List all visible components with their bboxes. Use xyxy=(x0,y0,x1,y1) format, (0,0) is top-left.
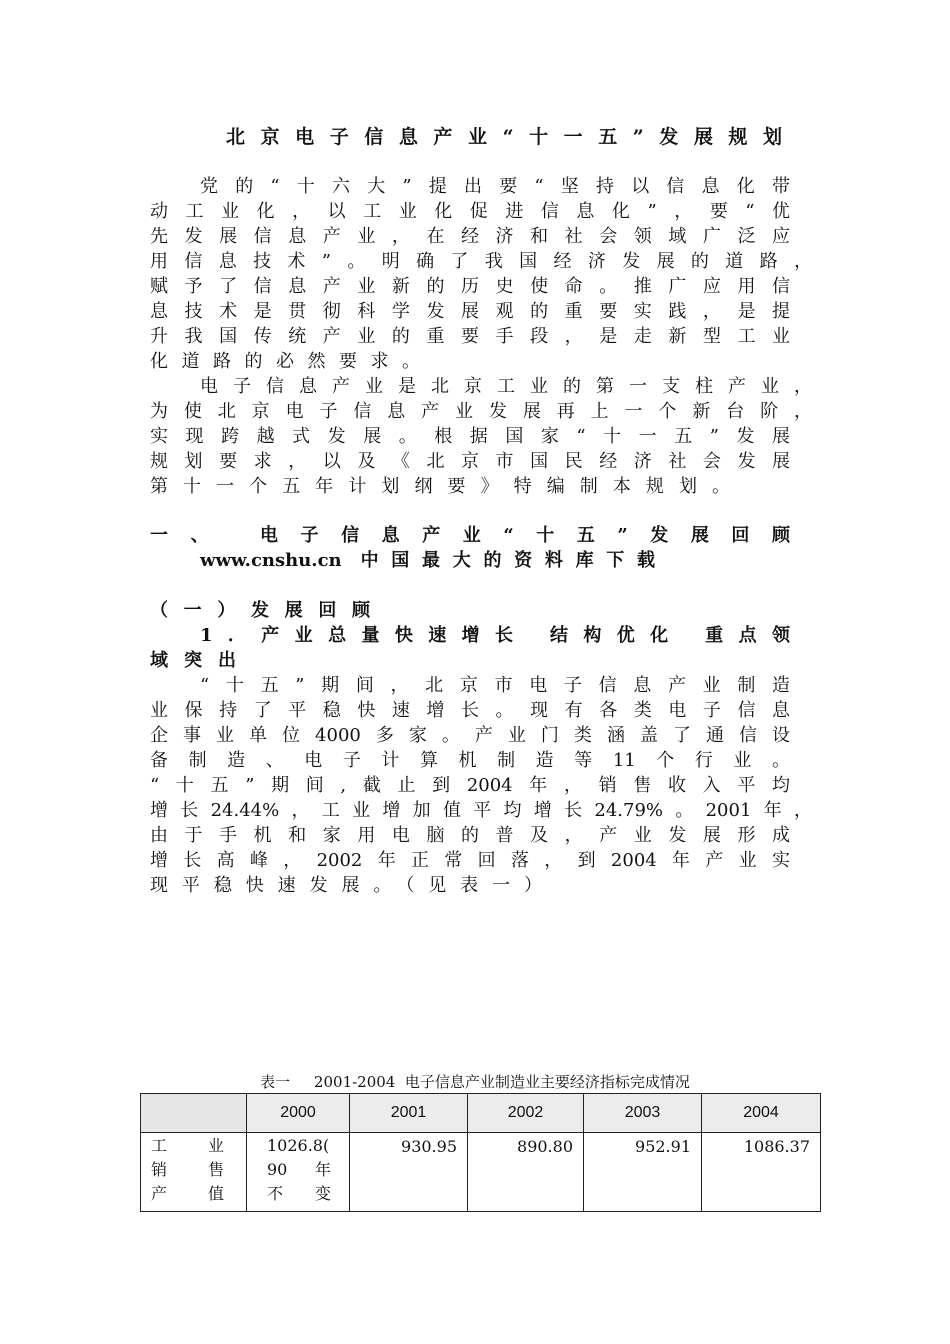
intro-p1-line: 用信息技术”。明确了我国经济发展的道路， xyxy=(150,251,812,272)
intro-p2-line: 电子信息产业是北京工业的第一支柱产业， xyxy=(200,376,812,397)
value-cell-2000 xyxy=(247,1133,350,1212)
item-heading-line: 1．产业总量快速增长 结构优化 重点领 xyxy=(200,625,790,646)
body-line: “十五”期间,截止到2004年，销售收入平均 xyxy=(150,775,790,796)
value-line: 不变 xyxy=(267,1184,331,1203)
row-label-line: 工业 xyxy=(151,1136,224,1155)
intro-p1-line: 升我国传统产业的重要手段，是走新型工业 xyxy=(150,326,790,347)
table-header-cell: 2004 xyxy=(702,1094,821,1133)
table-header-cell xyxy=(141,1094,247,1133)
body-line: 备制造、电子计算机制造等11个行业。 xyxy=(150,750,790,771)
body-line: 由于手机和家用电脑的普及，产业发展形成 xyxy=(150,825,790,846)
intro-p1-line: 化道路的必然要求。 xyxy=(150,351,420,372)
intro-p1-line: 赋予了信息产业新的历史使命。推广应用信 xyxy=(150,276,790,297)
intro-p1-line: 先发展信息产业，在经济和社会领域广泛应 xyxy=(150,226,790,247)
section-heading: 一、 电子信息产业“十五”发展回顾 xyxy=(150,525,790,546)
body-line: 增长24.44%，工业增加值平均增长24.79%。2001年， xyxy=(150,800,812,821)
value-cell-2003: 952.91 xyxy=(584,1133,702,1212)
value-line: 1026.8( xyxy=(267,1136,330,1155)
value-cell-2004: 1086.37 xyxy=(702,1133,821,1212)
table-header-cell: 2003 xyxy=(584,1094,702,1133)
intro-p1-line: 动工业化，以工业化促进信息化”，要“优 xyxy=(150,201,790,222)
table-header-cell: 2000 xyxy=(247,1094,350,1133)
watermark-line: www.cnshu.cn 中国最大的资料库下载 xyxy=(200,550,655,571)
table-row xyxy=(141,1133,821,1212)
body-line: 现平稳快速发展。（见表一） xyxy=(150,875,542,896)
body-line: 企事业单位4000多家。产业门类涵盖了通信设 xyxy=(150,725,790,746)
table-header-row xyxy=(141,1094,821,1133)
intro-p1-line: 党的“十六大”提出要“坚持以信息化带 xyxy=(200,176,790,197)
subsection-heading: （一）发展回顾 xyxy=(150,600,370,621)
intro-p2-line: 第十一个五年计划纲要》特编制本规划。 xyxy=(150,476,730,497)
body-line: 业保持了平稳快速增长。现有各类电子信息 xyxy=(150,700,790,721)
body-line: 增长高峰，2002年正常回落，到2004年产业实 xyxy=(150,850,790,871)
intro-p1-line: 息技术是贯彻科学发展观的重要实践，是提 xyxy=(150,301,790,322)
row-label-cell xyxy=(141,1133,247,1212)
table-header-cell: 2001 xyxy=(350,1094,468,1133)
item-heading-line: 域突出 xyxy=(150,650,236,671)
indicator-table xyxy=(140,1093,821,1212)
value-line: 90年 xyxy=(267,1160,331,1179)
value-cell-2002: 890.80 xyxy=(468,1133,584,1212)
document-title: 北京电子信息产业“十一五”发展规划 xyxy=(226,126,782,148)
table-header-cell: 2002 xyxy=(468,1094,584,1133)
value-cell-2001: 930.95 xyxy=(350,1133,468,1212)
intro-p2-line: 实现跨越式发展。根据国家“十一五”发展 xyxy=(150,426,790,447)
table-caption: 表一 2001-2004 电子信息产业制造业主要经济指标完成情况 xyxy=(260,1073,690,1091)
intro-p2-line: 为使北京电子信息产业发展再上一个新台阶， xyxy=(150,401,812,422)
row-label-line: 销售 xyxy=(151,1160,224,1179)
body-line: “十五”期间，北京市电子信息产业制造 xyxy=(200,675,790,696)
intro-p2-line: 规划要求，以及《北京市国民经济社会发展 xyxy=(150,451,790,472)
row-label-line: 产值 xyxy=(151,1184,224,1203)
